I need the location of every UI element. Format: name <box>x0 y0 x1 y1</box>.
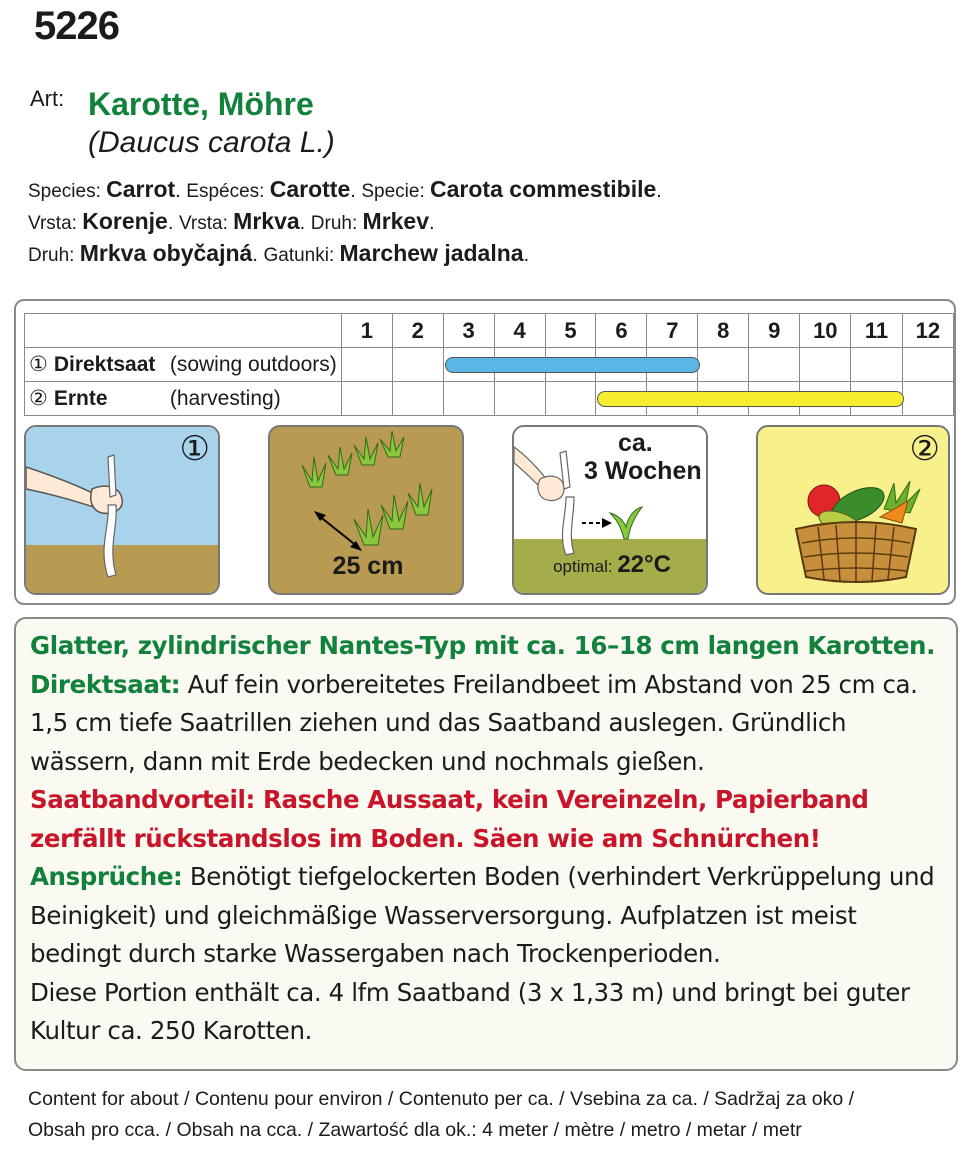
content-line-1: Content for about / Contenu pour environ / Contenuto per ca. / Vsebina za ca. / Sadržaj za oko / <box>28 1088 854 1110</box>
calendar-corner <box>25 314 342 348</box>
month-4: 4 <box>494 314 545 348</box>
species-translation: Carotte <box>269 176 351 202</box>
species-language-label: Species: <box>28 181 107 202</box>
sowing-instructions <box>30 666 944 782</box>
calendar-cell <box>494 382 545 416</box>
step-2-badge: ② <box>909 430 940 468</box>
species-name: Karotte, Möhre <box>88 86 314 122</box>
month-6: 6 <box>596 314 647 348</box>
month-1: 1 <box>341 314 392 348</box>
month-5: 5 <box>545 314 596 348</box>
calendar-cell <box>902 348 953 382</box>
calendar-cell <box>851 348 902 382</box>
row-name: Direktsaat <box>53 353 156 376</box>
calendar-cell <box>851 382 902 416</box>
calendar-cell <box>596 382 647 416</box>
species-language-label: Druh: <box>310 213 363 234</box>
species-separator: . <box>167 212 179 234</box>
calendar-cell <box>800 382 851 416</box>
row-name: Ernte <box>53 387 108 410</box>
plant-spacing-illustration <box>268 425 464 595</box>
calendar-cell <box>392 382 443 416</box>
portion-info: Diese Portion enthält ca. 4 lfm Saatband (3 x 1,33 m) und bringt bei guter Kultur ca. 250 Karotten. <box>30 977 910 1045</box>
calendar-header-row <box>25 314 954 348</box>
calendar-cell <box>749 348 800 382</box>
month-3: 3 <box>443 314 494 348</box>
calendar-cell <box>341 348 392 382</box>
calendar-row-label <box>25 382 342 416</box>
calendar-cell <box>647 348 698 382</box>
calendar-row-label <box>25 348 342 382</box>
species-language-label: Vrsta: <box>28 213 83 234</box>
sowing-calendar <box>24 313 954 416</box>
month-8: 8 <box>698 314 749 348</box>
month-12: 12 <box>902 314 953 348</box>
optimal-temperature <box>514 551 708 579</box>
species-language-label: Specie: <box>361 181 431 202</box>
species-separator: . <box>350 180 362 202</box>
calendar-cell <box>545 348 596 382</box>
species-line-2 <box>28 208 435 235</box>
spacing-label: 25 cm <box>332 552 404 580</box>
requirements-label: Ansprüche: <box>30 862 183 891</box>
calendar-cell <box>596 348 647 382</box>
species-language-label: Espéces: <box>186 181 270 202</box>
species-language-label: Vrsta: <box>178 213 234 234</box>
row-note: (harvesting) <box>169 387 281 410</box>
calendar-cell <box>443 382 494 416</box>
calendar-cell <box>902 382 953 416</box>
species-line-1 <box>28 176 662 203</box>
calendar-row-harvest <box>25 382 954 416</box>
calendar-cell <box>392 348 443 382</box>
content-line-2: Obsah pro cca. / Obsah na cca. / Zawartość dla ok.: 4 meter / mètre / metro / metar / metr <box>28 1119 802 1141</box>
calendar-cell <box>443 348 494 382</box>
germination-time-line-2: 3 Wochen <box>584 457 702 485</box>
calendar-card <box>14 299 956 605</box>
sowing-text: Auf fein vorbereitetes Freilandbeet im Abstand von 25 cm ca. 1,5 cm tiefe Saatrillen ziehen und das Saatband auslegen. Gründlich wässern, dann mit Erde bedecken und nochmals gießen. <box>30 669 918 776</box>
row-note: (sowing outdoors) <box>169 353 337 376</box>
species-translation: Carrot <box>106 176 176 202</box>
species-separator: . <box>252 244 264 266</box>
calendar-cell <box>494 348 545 382</box>
calendar-cell <box>341 382 392 416</box>
species-translation: Carota commestibile <box>430 176 657 202</box>
description-box <box>14 617 958 1071</box>
germination-time-line-1: ca. <box>618 429 653 457</box>
step-1-badge: ① <box>179 430 210 468</box>
species-separator: . <box>175 180 187 202</box>
sowing-label: Direktsaat: <box>30 669 181 699</box>
calendar-cell <box>698 382 749 416</box>
species-separator: . <box>523 244 530 266</box>
variety-headline: Glatter, zylindrischer Nantes-Typ mit ca. 16–18 cm langen Karotten. <box>30 631 935 660</box>
requirements-text: Benötigt tiefgelockerten Boden (verhindert Verkrüppelung und Beinigkeit) und gleichmäßige Wasserversorgung. Aufplatzen ist meist bedingt durch starke Wassergaben nach Trockenperioden. <box>30 862 935 968</box>
month-7: 7 <box>647 314 698 348</box>
germination-illustration <box>512 425 708 595</box>
species-separator: . <box>429 212 435 234</box>
species-translation: Mrkev <box>362 208 430 234</box>
optimal-label: optimal: <box>553 557 618 576</box>
requirements <box>30 858 944 974</box>
calendar-cell <box>749 382 800 416</box>
harvest-basket-illustration <box>756 425 950 595</box>
seed-tape-advantage: Saatbandvorteil: Rasche Aussaat, kein Vereinzeln, Papierband zerfällt rückstandslos im Boden. Säen wie am Schnürchen! <box>30 785 869 853</box>
species-translation: Korenje <box>82 208 168 234</box>
row-symbol: ① <box>29 353 48 376</box>
calendar-cell <box>800 348 851 382</box>
row-symbol: ② <box>29 387 48 410</box>
species-language-label: Gatunki: <box>263 245 340 266</box>
species-translation: Mrkva <box>233 208 300 234</box>
latin-name: (Daucus carota L.) <box>88 126 335 159</box>
species-translation: Marchew jadalna <box>339 240 524 266</box>
art-label: Art: <box>30 86 65 111</box>
species-separator: . <box>299 212 311 234</box>
calendar-row-sowing <box>25 348 954 382</box>
species-translation: Mrkva obyčajná <box>79 240 253 266</box>
species-separator: . <box>656 180 662 202</box>
month-11: 11 <box>851 314 902 348</box>
month-2: 2 <box>392 314 443 348</box>
product-code: 5226 <box>34 4 119 48</box>
calendar-cell <box>647 382 698 416</box>
species-language-label: Druh: <box>28 245 80 266</box>
month-10: 10 <box>800 314 851 348</box>
calendar-cell <box>698 348 749 382</box>
optimal-temp: 22°C <box>617 551 671 578</box>
calendar-cell <box>545 382 596 416</box>
sowing-tape-illustration <box>24 425 220 595</box>
month-9: 9 <box>749 314 800 348</box>
species-line-3 <box>28 240 529 267</box>
